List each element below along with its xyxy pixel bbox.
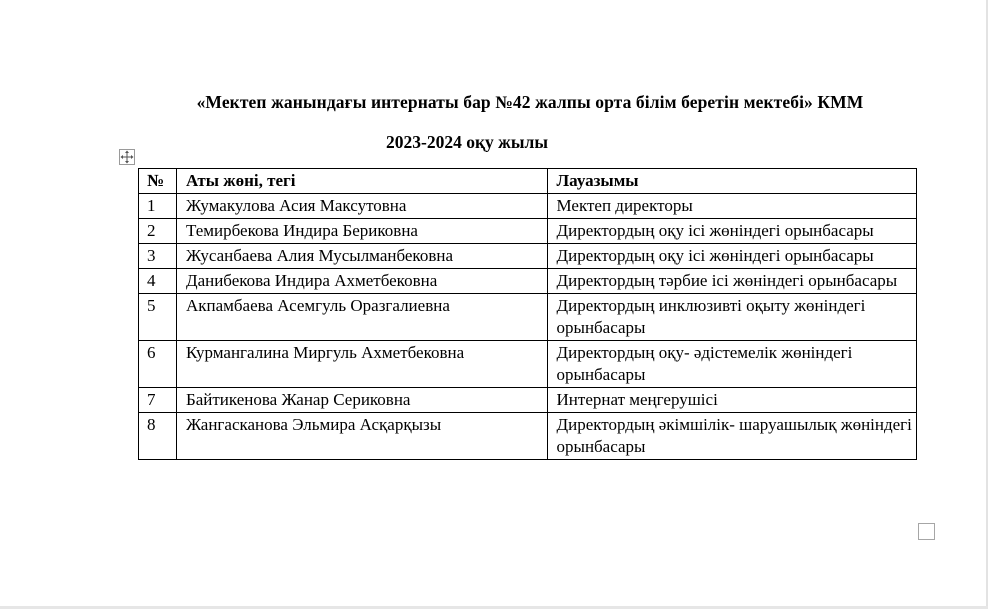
table-move-handle[interactable]: [119, 149, 135, 165]
staff-position: Директордың оқу ісі жөніндегі орынбасары: [547, 244, 916, 269]
staff-position: Директордың тәрбие ісі жөніндегі орынбасары: [547, 269, 916, 294]
staff-name: Темирбекова Индира Бериковна: [176, 219, 547, 244]
staff-name: Жумакулова Асия Максутовна: [176, 194, 547, 219]
staff-name: Акпамбаева Асемгуль Оразгалиевна: [176, 294, 547, 341]
column-header-number: №: [139, 169, 177, 194]
staff-position: Директордың оқу ісі жөніндегі орынбасары: [547, 219, 916, 244]
staff-name: Жусанбаева Алия Мусылманбековна: [176, 244, 547, 269]
move-arrows-icon: [120, 150, 134, 164]
column-header-name: Аты жөні, тегі: [176, 169, 547, 194]
table-resize-handle[interactable]: [918, 523, 935, 540]
staff-name: Жангасканова Эльмира Асқарқызы: [176, 413, 547, 460]
staff-name: Данибекова Индира Ахметбековна: [176, 269, 547, 294]
row-number: 4: [139, 269, 177, 294]
document-title: «Мектеп жанындағы интернаты бар №42 жалпы орта білім беретін мектебі» КММ: [196, 92, 864, 112]
table-row: [139, 269, 917, 294]
staff-name: Курмангалина Миргуль Ахметбековна: [176, 341, 547, 388]
row-number: 1: [139, 194, 177, 219]
table-row: [139, 341, 917, 388]
table-row: [139, 244, 917, 269]
staff-position: Директордың оқу- әдістемелік жөніндегі орынбасары: [547, 341, 916, 388]
staff-position: Директордың әкімшілік- шаруашылық жөніндегі орынбасары: [547, 413, 916, 460]
row-number: 3: [139, 244, 177, 269]
row-number: 5: [139, 294, 177, 341]
table-row: [139, 388, 917, 413]
staff-name: Байтикенова Жанар Сериковна: [176, 388, 547, 413]
table-row: [139, 413, 917, 460]
table-row: [139, 294, 917, 341]
staff-table: [138, 168, 917, 460]
document-subtitle: 2023-2024 оқу жылы: [386, 132, 548, 152]
column-header-position: Лауазымы: [547, 169, 916, 194]
row-number: 8: [139, 413, 177, 460]
table-row: [139, 194, 917, 219]
table-row: [139, 219, 917, 244]
staff-position: Интернат меңгерушісі: [547, 388, 916, 413]
row-number: 7: [139, 388, 177, 413]
staff-position: Директордың инклюзивті оқыту жөніндегі орынбасары: [547, 294, 916, 341]
staff-position: Мектеп директоры: [547, 194, 916, 219]
table-header-row: [139, 169, 917, 194]
row-number: 6: [139, 341, 177, 388]
row-number: 2: [139, 219, 177, 244]
